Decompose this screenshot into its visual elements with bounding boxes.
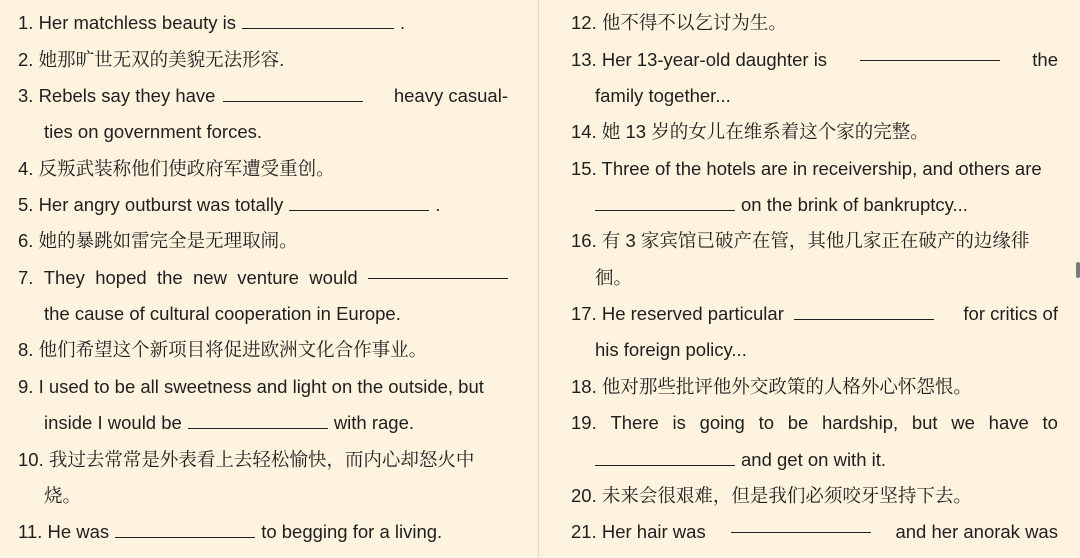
sentence-word: hoped xyxy=(95,267,147,288)
sentence-word: the xyxy=(156,267,183,288)
column-divider xyxy=(538,0,539,558)
translation-line: 14. 她 13 岁的女儿在维系着这个家的完整。 xyxy=(571,121,929,142)
answer-blank[interactable] xyxy=(188,410,328,429)
sentence-line xyxy=(571,405,1058,441)
answer-blank[interactable] xyxy=(794,301,934,320)
sentence-text: with rage. xyxy=(333,412,415,433)
sentence-line xyxy=(18,260,508,296)
sentence-line xyxy=(18,187,508,223)
sentence-text: inside I would be xyxy=(44,412,182,433)
sentence-word: There xyxy=(610,412,659,433)
sentence-text: 11. He was xyxy=(18,521,110,542)
sentence-line xyxy=(571,296,1058,332)
sentence-text: 1. Her matchless beauty is xyxy=(18,12,236,33)
sentence-line xyxy=(595,442,1080,478)
sentence-word: would xyxy=(309,267,358,288)
sentence-line xyxy=(44,405,534,441)
sentence-word: but xyxy=(911,412,938,433)
answer-blank[interactable] xyxy=(289,192,429,211)
sentence-word: They xyxy=(43,267,85,288)
answer-blank[interactable] xyxy=(595,192,735,211)
sentence-line xyxy=(571,514,1058,550)
sentence-word: is xyxy=(672,412,686,433)
sentence-text: the xyxy=(1032,49,1058,70)
sentence-word: have xyxy=(988,412,1029,433)
sentence-word: we xyxy=(951,412,975,433)
translation-line: 4. 反叛武装称他们使政府军遭受重创。 xyxy=(18,158,335,179)
sentence-word: to xyxy=(758,412,774,433)
sentence-text: to begging for a living. xyxy=(261,521,443,542)
sentence-text: 17. He reserved particular xyxy=(571,303,784,324)
sentence-line: ties on government forces. xyxy=(44,121,262,142)
sentence-text: . xyxy=(435,194,441,215)
sentence-text: and her anorak was xyxy=(895,521,1058,542)
translation-line: 6. 她的暴跳如雷完全是无理取闹。 xyxy=(18,230,298,251)
sentence-line: family together... xyxy=(595,85,731,106)
sentence-line xyxy=(18,514,508,550)
translation-line: 8. 他们希望这个新项目将促进欧洲文化合作事业。 xyxy=(18,339,428,360)
sentence-line: 15. Three of the hotels are in receivership, and others are xyxy=(571,158,1042,179)
sentence-word: be xyxy=(787,412,809,433)
sentence-line xyxy=(595,187,1080,223)
sentence-line: the cause of cultural cooperation in Europe. xyxy=(44,303,401,324)
answer-blank[interactable] xyxy=(595,447,735,466)
sentence-line xyxy=(18,78,508,114)
sentence-word: to xyxy=(1042,412,1058,433)
translation-line: 徊。 xyxy=(595,267,633,288)
answer-blank[interactable] xyxy=(860,42,1000,61)
sentence-word: venture xyxy=(237,267,299,288)
sentence-text: and get on with it. xyxy=(741,449,887,470)
answer-blank[interactable] xyxy=(223,83,363,102)
sentence-line xyxy=(571,42,1058,78)
sentence-text: 5. Her angry outburst was totally xyxy=(18,194,284,215)
sentence-line xyxy=(18,5,508,41)
sentence-line: 9. I used to be all sweetness and light on the outside, but xyxy=(18,376,484,397)
sentence-text: for critics of xyxy=(963,303,1058,324)
sentence-line: his foreign policy... xyxy=(595,339,747,360)
translation-line: 12. 他不得不以乞讨为生。 xyxy=(571,12,787,33)
sentence-word: 19. xyxy=(571,412,597,433)
sentence-word: hardship, xyxy=(822,412,899,433)
answer-blank[interactable] xyxy=(115,519,255,538)
sentence-text: 3. Rebels say they have xyxy=(18,85,216,106)
sentence-text: 21. Her hair was xyxy=(571,521,706,542)
translation-line: 烧。 xyxy=(44,485,82,506)
sentence-word: going xyxy=(699,412,745,433)
translation-line: 20. 未来会很艰难，但是我们必须咬牙坚持下去。 xyxy=(571,485,972,506)
answer-blank[interactable] xyxy=(368,260,508,279)
answer-blank[interactable] xyxy=(242,10,394,29)
answer-blank[interactable] xyxy=(731,514,871,533)
sentence-text: . xyxy=(399,12,406,33)
translation-line: 10. 我过去常常是外表看上去轻松愉快，而内心却怒火中 xyxy=(18,449,475,470)
sentence-text: on the brink of bankruptcy... xyxy=(741,194,968,215)
translation-line: 18. 他对那些批评他外交政策的人格外心怀怨恨。 xyxy=(571,376,972,397)
sentence-word: new xyxy=(193,267,227,288)
sentence-text: 13. Her 13-year-old daughter is xyxy=(571,49,828,70)
translation-line: 2. 她那旷世无双的美貌无法形容. xyxy=(18,49,285,70)
translation-line: 16. 有 3 家宾馆已破产在管，其他几家正在破产的边缘徘 xyxy=(571,230,1030,251)
sentence-text: heavy casual- xyxy=(393,85,508,106)
sentence-word: 7. xyxy=(18,267,34,288)
